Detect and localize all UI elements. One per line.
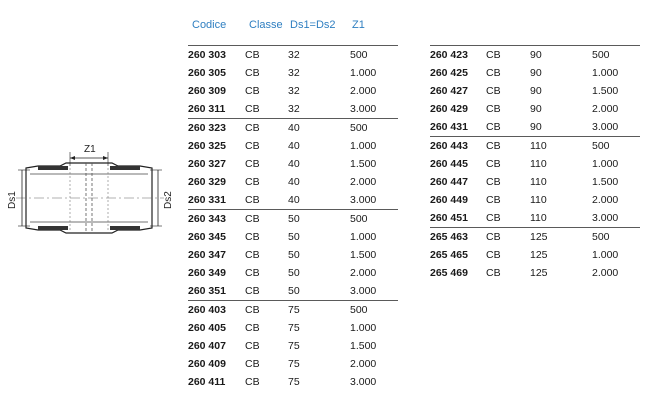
diameter-cell: 50: [288, 249, 300, 261]
table-row: [188, 337, 398, 355]
ds1-label: Ds1: [7, 191, 18, 209]
code-cell: 260 427: [430, 85, 468, 97]
length-cell: 1.500: [350, 249, 377, 261]
row-group: [188, 300, 398, 391]
length-cell: 500: [592, 49, 610, 61]
length-cell: 500: [592, 140, 610, 152]
table-row: [188, 191, 398, 209]
diameter-cell: 32: [288, 49, 300, 61]
class-cell: CB: [486, 140, 501, 152]
length-cell: 3.000: [350, 103, 377, 115]
class-cell: CB: [245, 67, 260, 79]
length-cell: 1.000: [592, 249, 619, 261]
class-cell: CB: [245, 122, 260, 134]
code-cell: 260 325: [188, 140, 226, 152]
code-cell: 260 351: [188, 285, 226, 297]
table-row: [188, 264, 398, 282]
code-cell: 260 429: [430, 103, 468, 115]
header-ds: Ds1=Ds2: [290, 19, 336, 31]
class-cell: CB: [245, 176, 260, 188]
row-group: [188, 118, 398, 209]
code-cell: 265 469: [430, 267, 468, 279]
code-cell: 260 451: [430, 212, 468, 224]
table-row: [430, 64, 640, 82]
diameter-cell: 50: [288, 285, 300, 297]
code-cell: 260 449: [430, 194, 468, 206]
class-cell: CB: [245, 103, 260, 115]
length-cell: 1.500: [592, 176, 619, 188]
z1-arrow-right: [103, 156, 108, 160]
code-cell: 260 409: [188, 358, 226, 370]
class-cell: CB: [486, 176, 501, 188]
diameter-cell: 75: [288, 376, 300, 388]
diameter-cell: 90: [530, 103, 542, 115]
length-cell: 2.000: [592, 194, 619, 206]
class-cell: CB: [245, 376, 260, 388]
length-cell: 3.000: [592, 212, 619, 224]
length-cell: 1.500: [592, 85, 619, 97]
class-cell: CB: [245, 140, 260, 152]
table-row: [188, 355, 398, 373]
table-row: [188, 46, 398, 64]
length-cell: 1.500: [350, 340, 377, 352]
row-group: [188, 209, 398, 300]
table-row: [188, 319, 398, 337]
class-cell: CB: [245, 194, 260, 206]
z1-arrow-left: [70, 156, 75, 160]
table-row: [188, 228, 398, 246]
diameter-cell: 75: [288, 304, 300, 316]
class-cell: CB: [245, 158, 260, 170]
code-cell: 265 465: [430, 249, 468, 261]
table-row: [188, 246, 398, 264]
class-cell: CB: [486, 212, 501, 224]
class-cell: CB: [486, 67, 501, 79]
diameter-cell: 50: [288, 213, 300, 225]
diameter-cell: 125: [530, 267, 548, 279]
coupling-drawing: [0, 138, 180, 258]
diameter-cell: 75: [288, 322, 300, 334]
class-cell: CB: [486, 249, 501, 261]
length-cell: 500: [350, 49, 368, 61]
table-row: [188, 373, 398, 391]
code-cell: 260 347: [188, 249, 226, 261]
table-row: [188, 137, 398, 155]
diameter-cell: 110: [530, 194, 547, 206]
length-cell: 1.500: [350, 158, 377, 170]
code-cell: 260 447: [430, 176, 468, 188]
table-row: [188, 119, 398, 137]
code-cell: 260 329: [188, 176, 226, 188]
class-cell: CB: [245, 285, 260, 297]
length-cell: 1.000: [350, 322, 377, 334]
length-cell: 3.000: [592, 121, 619, 133]
table-row: [430, 209, 640, 227]
diameter-cell: 75: [288, 358, 300, 370]
class-cell: CB: [245, 322, 260, 334]
table-row: [430, 228, 640, 246]
row-group: [188, 45, 398, 118]
diameter-cell: 40: [288, 194, 300, 206]
table-row: [430, 173, 640, 191]
diameter-cell: 50: [288, 267, 300, 279]
code-cell: 260 309: [188, 85, 226, 97]
table-row: [430, 264, 640, 282]
header-class: Classe: [249, 19, 283, 31]
table-row: [188, 173, 398, 191]
table-row: [188, 82, 398, 100]
length-cell: 500: [350, 213, 368, 225]
diameter-cell: 110: [530, 212, 547, 224]
diameter-cell: 90: [530, 49, 542, 61]
table-row: [430, 191, 640, 209]
diameter-cell: 32: [288, 103, 300, 115]
class-cell: CB: [245, 340, 260, 352]
bottom-band-right: [110, 226, 140, 230]
top-band-right: [110, 166, 140, 170]
code-cell: 260 331: [188, 194, 226, 206]
length-cell: 1.000: [592, 67, 619, 79]
diameter-cell: 110: [530, 140, 547, 152]
code-cell: 260 349: [188, 267, 226, 279]
right-table: [430, 45, 640, 282]
left-table: [188, 45, 398, 391]
class-cell: CB: [245, 85, 260, 97]
code-cell: 260 405: [188, 322, 226, 334]
length-cell: 1.000: [350, 67, 377, 79]
diameter-cell: 32: [288, 85, 300, 97]
class-cell: CB: [486, 85, 501, 97]
table-row: [188, 155, 398, 173]
table-row: [188, 100, 398, 118]
code-cell: 260 423: [430, 49, 468, 61]
diameter-cell: 40: [288, 140, 300, 152]
length-cell: 2.000: [350, 358, 377, 370]
length-cell: 2.000: [350, 176, 377, 188]
code-cell: 260 403: [188, 304, 226, 316]
diameter-cell: 40: [288, 158, 300, 170]
code-cell: 260 411: [188, 376, 226, 388]
table-row: [430, 246, 640, 264]
diameter-cell: 125: [530, 249, 548, 261]
diameter-cell: 32: [288, 67, 300, 79]
class-cell: CB: [245, 249, 260, 261]
class-cell: CB: [245, 304, 260, 316]
class-cell: CB: [486, 121, 501, 133]
class-cell: CB: [486, 231, 501, 243]
table-row: [430, 155, 640, 173]
length-cell: 1.000: [350, 231, 377, 243]
header-code: Codice: [192, 19, 227, 31]
diameter-cell: 110: [530, 176, 547, 188]
length-cell: 500: [350, 122, 368, 134]
code-cell: 260 323: [188, 122, 226, 134]
code-cell: 265 463: [430, 231, 468, 243]
length-cell: 3.000: [350, 285, 377, 297]
table-row: [430, 100, 640, 118]
length-cell: 2.000: [592, 103, 619, 115]
table-row: [430, 137, 640, 155]
class-cell: CB: [486, 267, 501, 279]
ds2-label: Ds2: [163, 191, 174, 209]
diameter-cell: 40: [288, 122, 300, 134]
code-cell: 260 305: [188, 67, 226, 79]
length-cell: 2.000: [350, 267, 377, 279]
code-cell: 260 303: [188, 49, 226, 61]
class-cell: CB: [245, 213, 260, 225]
diameter-cell: 110: [530, 158, 547, 170]
code-cell: 260 343: [188, 213, 226, 225]
code-cell: 260 311: [188, 103, 226, 115]
class-cell: CB: [486, 158, 501, 170]
code-cell: 260 425: [430, 67, 468, 79]
table-row: [430, 46, 640, 64]
class-cell: CB: [486, 194, 501, 206]
table-row: [188, 210, 398, 228]
class-cell: CB: [245, 49, 260, 61]
code-cell: 260 345: [188, 231, 226, 243]
diameter-cell: 90: [530, 121, 542, 133]
length-cell: 1.000: [592, 158, 619, 170]
class-cell: CB: [486, 49, 501, 61]
length-cell: 2.000: [350, 85, 377, 97]
table-row: [188, 64, 398, 82]
diameter-cell: 90: [530, 85, 542, 97]
code-cell: 260 327: [188, 158, 226, 170]
class-cell: CB: [486, 103, 501, 115]
code-cell: 260 443: [430, 140, 468, 152]
row-group: [430, 227, 640, 282]
code-cell: 260 431: [430, 121, 468, 133]
class-cell: CB: [245, 231, 260, 243]
length-cell: 3.000: [350, 376, 377, 388]
length-cell: 500: [592, 231, 610, 243]
table-row: [430, 82, 640, 100]
top-band-left: [38, 166, 68, 170]
diameter-cell: 50: [288, 231, 300, 243]
diameter-cell: 40: [288, 176, 300, 188]
length-cell: 500: [350, 304, 368, 316]
diameter-cell: 125: [530, 231, 548, 243]
diameter-cell: 90: [530, 67, 542, 79]
class-cell: CB: [245, 358, 260, 370]
class-cell: CB: [245, 267, 260, 279]
row-group: [430, 45, 640, 136]
length-cell: 1.000: [350, 140, 377, 152]
z1-label: Z1: [84, 144, 96, 155]
table-row: [188, 301, 398, 319]
table-row: [430, 118, 640, 136]
code-cell: 260 407: [188, 340, 226, 352]
table-row: [188, 282, 398, 300]
diameter-cell: 75: [288, 340, 300, 352]
header-z: Z1: [352, 19, 365, 31]
row-group: [430, 136, 640, 227]
length-cell: 3.000: [350, 194, 377, 206]
length-cell: 2.000: [592, 267, 619, 279]
code-cell: 260 445: [430, 158, 468, 170]
bottom-band-left: [38, 226, 68, 230]
